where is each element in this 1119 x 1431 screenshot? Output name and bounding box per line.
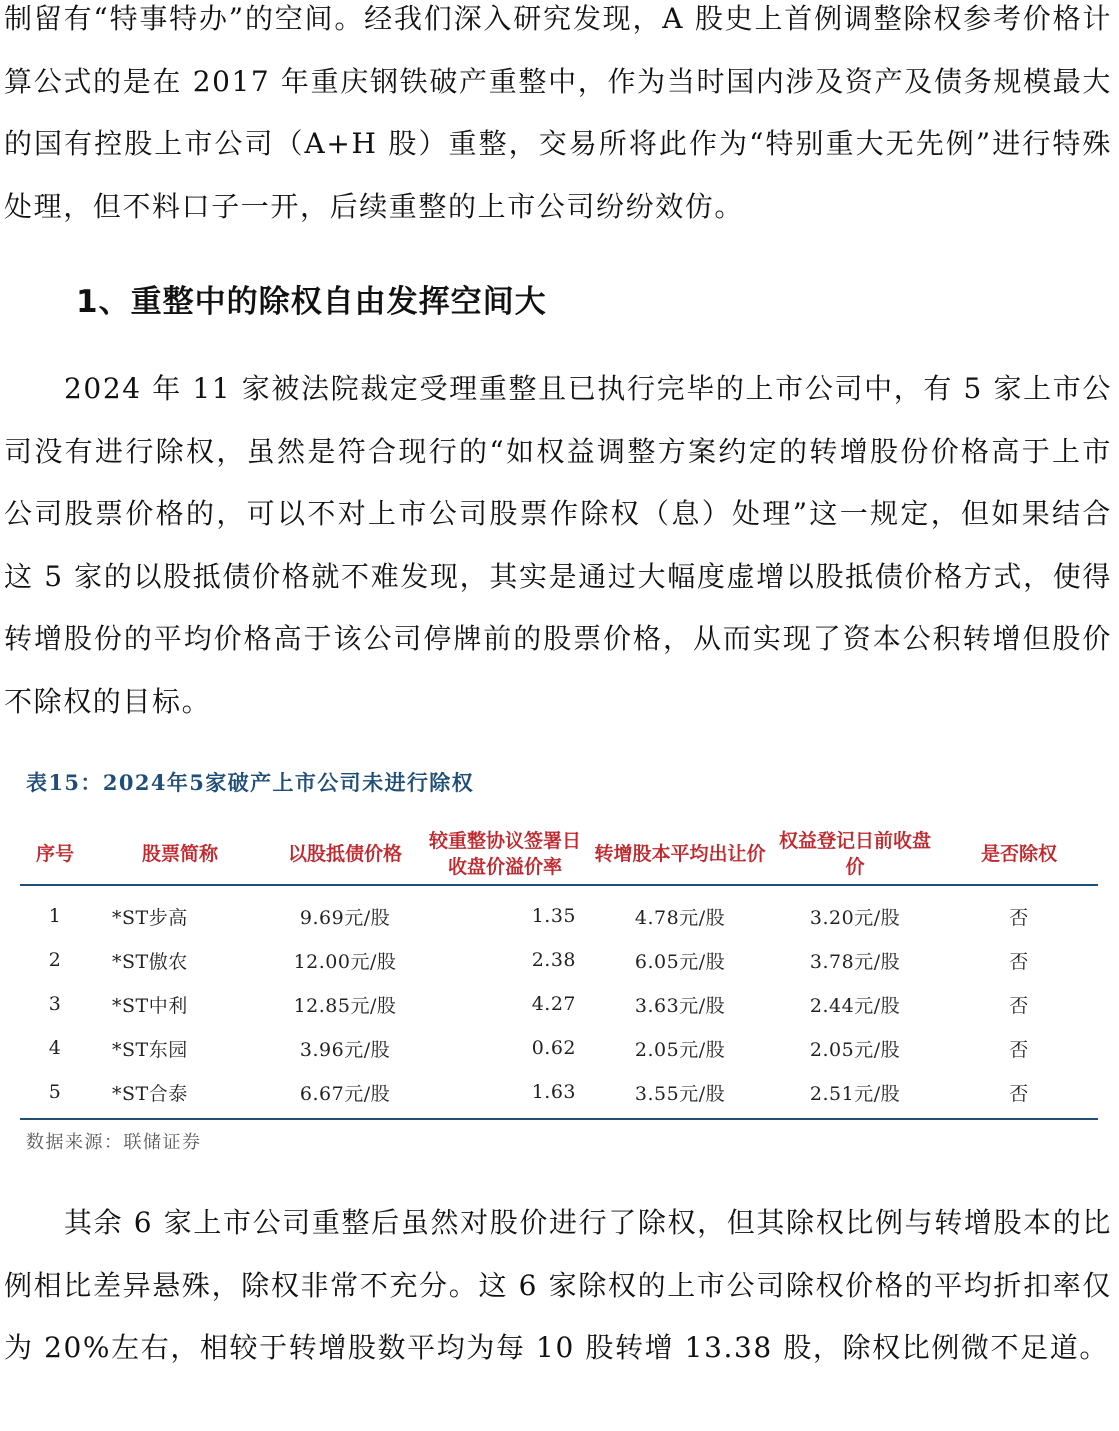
header-record-close-price: 权益登记日前收盘价: [770, 824, 940, 885]
section-heading: 1、重整中的除权自由发挥空间大: [76, 284, 547, 320]
header-avg-transfer-price: 转增股本平均出让价: [590, 824, 770, 885]
cell-stock-name: *ST傲农: [112, 950, 188, 973]
cell-stock-name: *ST中利: [112, 994, 188, 1017]
cell-debt-share-price: 6.67元/股: [299, 1082, 391, 1105]
cell-avg-transfer-price: 6.05元/股: [634, 950, 726, 973]
cell-premium-rate: 2.38: [531, 949, 576, 971]
header-no: 序号: [20, 824, 90, 885]
cell-premium-rate: 1.35: [531, 905, 576, 927]
cell-debt-share-price: 9.69元/股: [299, 906, 391, 929]
header-stock-name: 股票简称: [90, 824, 270, 885]
table-row: [20, 982, 1098, 1026]
header-premium-rate: 较重整协议签署日收盘价溢价率: [420, 824, 590, 885]
cell-ex-rights: 否: [1009, 1038, 1029, 1061]
cell-avg-transfer-price: 3.55元/股: [634, 1082, 726, 1105]
cell-debt-share-price: 12.00元/股: [293, 950, 397, 973]
body-paragraph-1: 制留有“特事特办”的空间。经我们深入研究发现，A 股史上首例调整除权参考价格计算公式的是在 2017 年重庆钢铁破产重整中，作为当时国内涉及资产及债务规模最大的国有控股上市公司（A+H 股）重整，交易所将此作为“特别重大无先例”进行特殊处理，但不料口子一开，后续重整的上市公司纷纷效仿。: [4, 2, 1112, 223]
table-row: [20, 938, 1098, 982]
cell-premium-rate: 4.27: [531, 993, 576, 1015]
table-row: [20, 1026, 1098, 1070]
cell-record-close-price: 2.44元/股: [809, 994, 901, 1017]
table-header-row: [20, 824, 1098, 885]
cell-ex-rights: 否: [1009, 1082, 1029, 1105]
cell-stock-name: *ST东园: [112, 1038, 188, 1061]
cell-record-close-price: 3.78元/股: [809, 950, 901, 973]
cell-ex-rights: 否: [1009, 994, 1029, 1017]
cell-no: 1: [48, 905, 62, 927]
cell-premium-rate: 0.62: [531, 1037, 576, 1059]
cell-debt-share-price: 3.96元/股: [299, 1038, 391, 1061]
header-debt-share-price: 以股抵债价格: [270, 824, 420, 885]
cell-stock-name: *ST合泰: [112, 1082, 188, 1105]
cell-record-close-price: 2.05元/股: [809, 1038, 901, 1061]
cell-no: 5: [48, 1081, 62, 1103]
cell-ex-rights: 否: [1009, 906, 1029, 929]
cell-ex-rights: 否: [1009, 950, 1029, 973]
data-table-container: [20, 824, 1098, 1120]
header-ex-rights: 是否除权: [940, 824, 1098, 885]
cell-record-close-price: 2.51元/股: [809, 1082, 901, 1105]
cell-record-close-price: 3.20元/股: [809, 906, 901, 929]
data-table: [20, 824, 1098, 1120]
table-source-note: 数据来源：联储证券: [26, 1132, 202, 1153]
cell-no: 4: [48, 1037, 62, 1059]
body-paragraph-2: 2024 年 11 家被法院裁定受理重整且已执行完毕的上市公司中，有 5 家上市公司没有进行除权，虽然是符合现行的“如权益调整方案约定的转增股份价格高于上市公司股票价格的，可以不对上市公司股票作除权（息）处理”这一规定，但如果结合这 5 家的以股抵债价格就不难发现，其实是通过大幅度虚增以股抵债价格方式，使得转增股份的平均价格高于该公司停牌前的股票价格，从而实现了资本公积转增但股价不除权的目标。: [4, 372, 1112, 718]
cell-avg-transfer-price: 2.05元/股: [634, 1038, 726, 1061]
cell-debt-share-price: 12.85元/股: [293, 994, 397, 1017]
cell-avg-transfer-price: 3.63元/股: [634, 994, 726, 1017]
cell-stock-name: *ST步高: [112, 906, 188, 929]
cell-no: 2: [48, 949, 62, 971]
table-row: [20, 1070, 1098, 1119]
cell-avg-transfer-price: 4.78元/股: [634, 906, 726, 929]
cell-no: 3: [48, 993, 62, 1015]
table-caption: 表15：2024年5家破产上市公司未进行除权: [26, 770, 475, 795]
cell-premium-rate: 1.63: [531, 1081, 576, 1103]
body-paragraph-3: 其余 6 家上市公司重整后虽然对股价进行了除权，但其除权比例与转增股本的比例相比差异悬殊，除权非常不充分。这 6 家除权的上市公司除权价格的平均折扣率仅为 20%左右，相较于转增股数平均为每 10 股转增 13.38 股，除权比例微不足道。: [4, 1206, 1112, 1364]
table-row: [20, 885, 1098, 938]
